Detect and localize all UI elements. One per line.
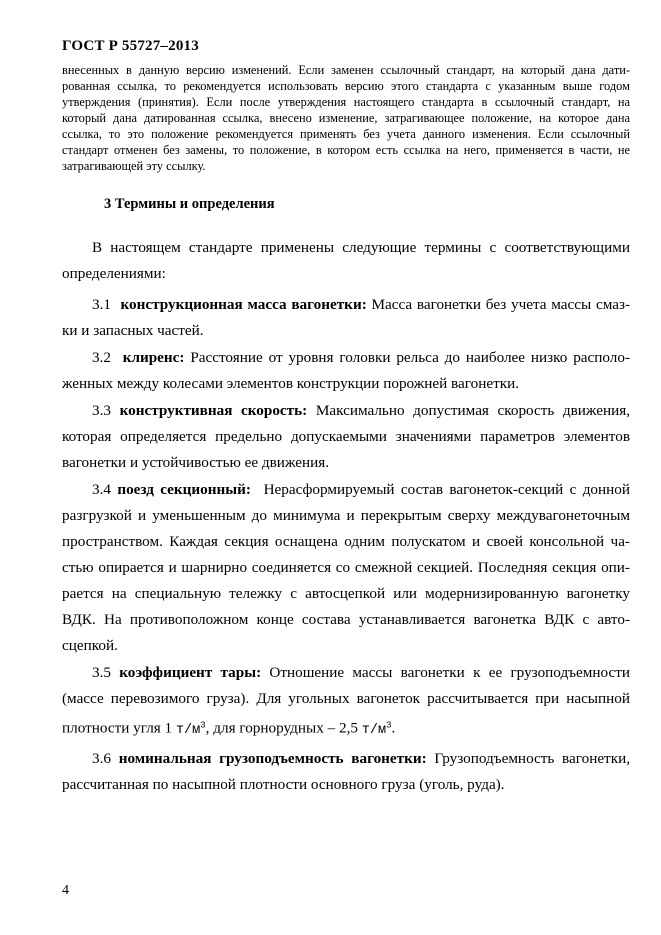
term-name: конструктивная скорость:	[119, 402, 308, 419]
term-line	[62, 398, 630, 424]
term-line: женных между колесами элементов конструкции порожней вагонетки.	[62, 375, 520, 392]
intro-line: рованная ссылка, то рекомендуется использовать версию этого стандарта с указанным выше годом	[62, 79, 630, 93]
term-line: вагонетки и устойчивостью ее движения.	[62, 454, 330, 471]
term-definition: Расстояние от уровня головки рельса до наиболее низко располо-	[190, 349, 631, 366]
unit-exponent: 3	[386, 720, 392, 730]
term-text: , для горнорудных – 2,5	[205, 719, 358, 737]
term-name: поезд секционный:	[117, 481, 251, 498]
term-definition: Максимально допустимая скорость движения,	[315, 402, 631, 419]
term-number: 3.6	[92, 750, 111, 767]
term-line	[62, 712, 630, 744]
term-line	[62, 477, 630, 503]
term-line: стью опирается и шарнирно соединяется со смежной секцией. Последняя секция опи-	[62, 559, 630, 576]
term-name: клиренс:	[122, 349, 185, 366]
unit-tonne-per-cubic-meter	[361, 720, 392, 738]
term-line	[62, 292, 630, 318]
term-name: конструкционная масса вагонетки:	[120, 296, 367, 313]
intro-line: внесенных в данную версию изменений. Если заменен ссылочный стандарт, на который дана дати-	[62, 63, 630, 77]
term-definition: Грузоподъемность вагонетки,	[434, 750, 631, 767]
term-3-2	[62, 345, 630, 397]
term-definition: Нерасформируемый состав вагонеток-секций с донной	[263, 481, 631, 498]
term-line	[62, 746, 630, 772]
term-line: разгрузкой и уменьшенным до минимума и перекрытым сверху междувагонеточным	[62, 507, 630, 524]
term-text: .	[391, 719, 396, 737]
term-number: 3.2	[92, 349, 111, 366]
term-number: 3.4	[92, 481, 111, 498]
term-3-3	[62, 398, 630, 476]
term-3-5	[62, 660, 630, 744]
term-3-4	[62, 477, 630, 659]
section-title: 3 Термины и определения	[104, 196, 275, 212]
lead-line: В настоящем стандарте применены следующие термины с соответствующими	[92, 239, 630, 256]
term-definition: Масса вагонетки без учета массы смаз-	[371, 296, 631, 313]
intro-line: который дана датированная ссылка, внесено изменение, затрагивающее положение, на которое дана	[62, 111, 630, 125]
term-line: ВДК. На противоположном конце состава устанавливается вагонетка ВДК с авто-	[62, 611, 630, 628]
intro-paragraph	[62, 62, 630, 174]
term-number: 3.3	[92, 402, 111, 419]
unit-text: т/м	[361, 722, 387, 738]
term-line: рается на специальную тележку с автосцепкой или модернизированную вагонетку	[62, 585, 630, 602]
unit-text: т/м	[175, 722, 201, 738]
term-line: пространством. Каждая секция оснащена одним полускатом и своей консольной ча-	[62, 533, 630, 550]
page-header: ГОСТ Р 55727–2013	[62, 38, 199, 54]
term-line	[62, 345, 630, 371]
term-text: плотности угля 1	[62, 719, 173, 737]
intro-line: ссылка, то это положение рекомендуется применять без учета данного изменения. Если ссылочный	[62, 127, 630, 141]
term-line: которая определяется предельно допускаемыми значениями параметров элементов	[62, 428, 630, 445]
unit-exponent: 3	[200, 720, 206, 730]
intro-line: затрагивающей эту ссылку.	[62, 159, 206, 173]
term-line	[62, 660, 630, 686]
term-definition: Отношение массы вагонетки к ее грузоподъемности	[269, 664, 630, 681]
term-line: сцепкой.	[62, 637, 118, 654]
term-line: рассчитанная по насыпной плотности основного груза (уголь, руда).	[62, 776, 505, 793]
unit-tonne-per-cubic-meter	[175, 720, 206, 738]
term-3-6	[62, 746, 630, 798]
term-name: коэффициент тары:	[119, 664, 262, 681]
lead-line: определениями:	[62, 265, 166, 282]
intro-line: стандарт отменен без замены, то положение, в котором есть ссылка на него, применяется в части, не	[62, 143, 630, 157]
page-number: 4	[62, 883, 69, 898]
term-line: ки и запасных частей.	[62, 322, 204, 339]
term-number: 3.5	[92, 664, 111, 681]
intro-line: утверждения (принятия). Если после утверждения настоящего стандарта в ссылочный стандарт, на	[62, 95, 630, 109]
term-number: 3.1	[92, 296, 111, 313]
term-name: номинальная грузоподъемность вагонетки:	[118, 750, 427, 767]
term-line: (массе перевозимого груза). Для угольных вагонеток рассчитывается при насыпной	[62, 690, 630, 707]
term-3-1	[62, 292, 630, 344]
section-lead-paragraph	[62, 235, 630, 287]
